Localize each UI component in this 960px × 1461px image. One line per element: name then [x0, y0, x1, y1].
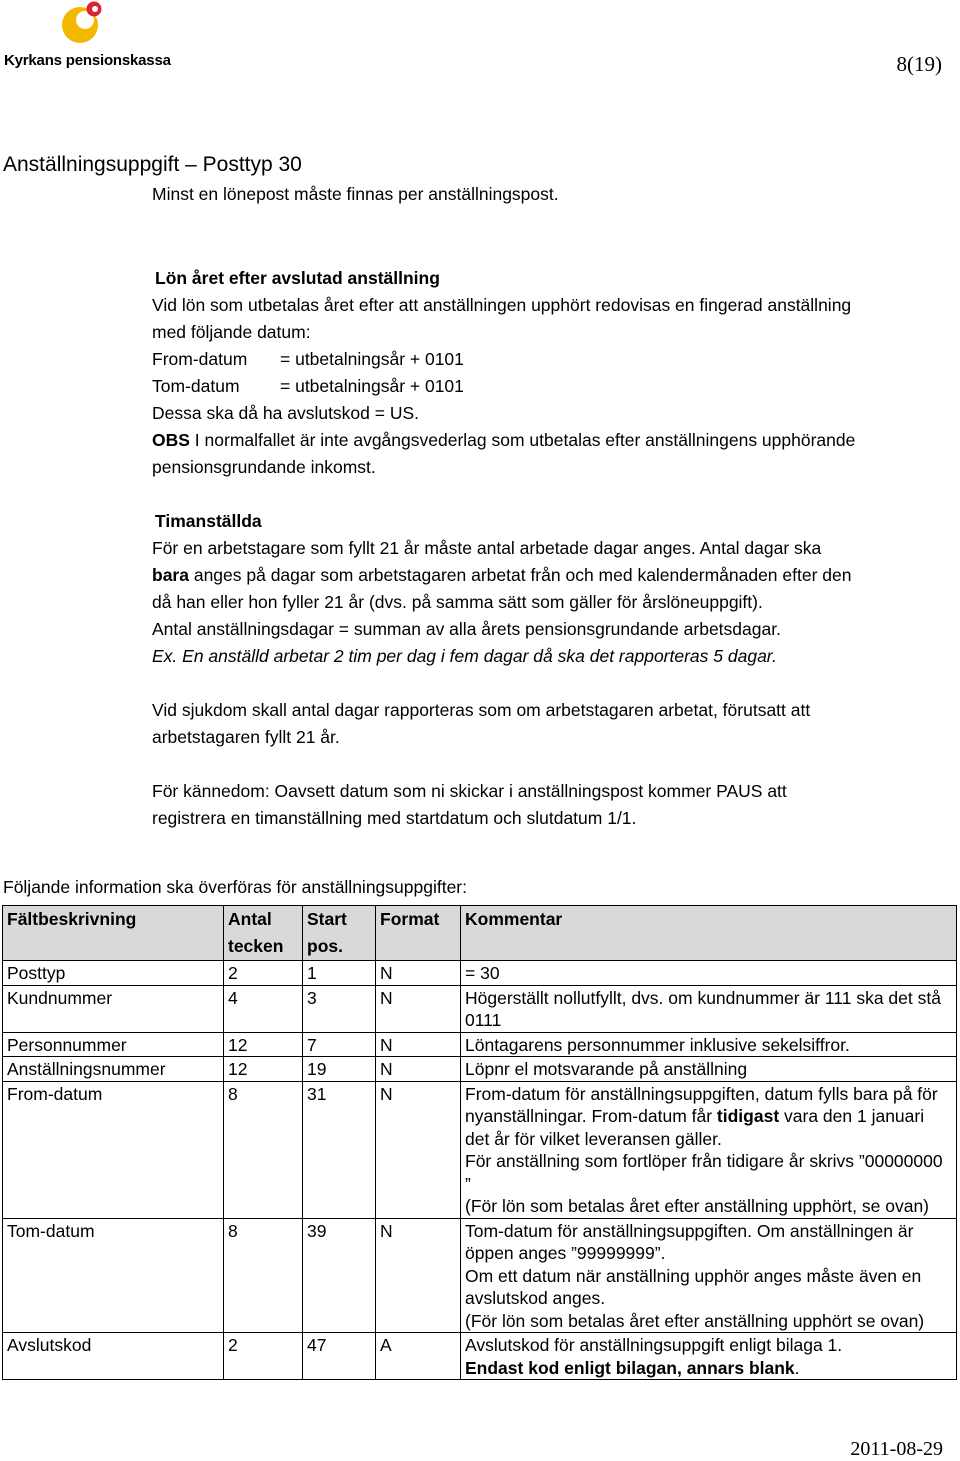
header-antal-tecken: Antal tecken	[224, 906, 303, 961]
tom-datum-row	[152, 373, 952, 400]
from-datum-label: From-datum	[152, 349, 248, 369]
cell-field: Posttyp	[3, 961, 224, 986]
table-intro: Följande information ska överföras för anställningsuppgifter:	[3, 877, 467, 897]
table-row	[3, 1081, 957, 1218]
section-title: Anställningsuppgift – Posttyp 30	[3, 153, 302, 176]
cell-format: N	[376, 1218, 461, 1333]
cell-antal: 8	[224, 1081, 303, 1218]
comment-part: From-datum för anställningsuppgiften, datum fylls bara på för nyanställningar. From-datum får	[465, 1083, 938, 1126]
comment-part: Avslutskod för anställningsuppgift enligt bilaga 1.	[465, 1335, 843, 1355]
table-row	[3, 1333, 957, 1380]
lon-aret-line1: Vid lön som utbetalas året efter att anställningen upphört redovisas en fingerad anställning	[152, 295, 852, 315]
table-header-row	[3, 906, 957, 961]
comment-part: (För lön som betalas året efter anställning upphört se ovan)	[465, 1310, 925, 1331]
obs-text: I normalfallet är inte avgångsvederlag som utbetalas efter anställningens upphörande	[189, 430, 856, 450]
tim-p2-line2: arbetstagaren fyllt 21 år.	[152, 727, 340, 747]
header-start-pos: Start pos.	[303, 906, 376, 961]
comment-part: Tom-datum för anställningsuppgiften. Om anställningen är öppen anges ”99999999”.	[465, 1220, 914, 1263]
cell-format: N	[376, 1081, 461, 1218]
cell-antal: 12	[224, 1032, 303, 1057]
tim-p1-line2	[152, 562, 952, 589]
cell-comment	[461, 1218, 957, 1333]
timanstallda-section	[152, 508, 952, 832]
cell-start: 47	[303, 1333, 376, 1380]
table-row	[3, 961, 957, 986]
lon-aret-section	[152, 265, 952, 481]
obs-label: OBS	[152, 430, 190, 450]
tim-p1-line1: För en arbetstagare som fyllt 21 år måste antal arbetade dagar anges. Antal dagar ska	[152, 538, 822, 558]
cell-field: Tom-datum	[3, 1218, 224, 1333]
cell-start: 7	[303, 1032, 376, 1057]
footer-date: 2011-08-29	[850, 1438, 943, 1460]
cell-start: 19	[303, 1057, 376, 1082]
cell-field: From-datum	[3, 1081, 224, 1218]
table-row	[3, 1032, 957, 1057]
cell-comment: Löpnr el motsvarande på anställning	[461, 1057, 957, 1082]
section-subtitle: Minst en lönepost måste finnas per anställningspost.	[152, 184, 559, 204]
cell-format: A	[376, 1333, 461, 1380]
tom-datum-label: Tom-datum	[152, 376, 240, 396]
page-number: 8(19)	[896, 52, 942, 76]
tom-datum-value: = utbetalningsår + 0101	[280, 376, 464, 396]
cell-comment: = 30	[461, 961, 957, 986]
lon-aret-line2: med följande datum:	[152, 322, 311, 342]
lon-aret-line3: Dessa ska då ha avslutskod = US.	[152, 403, 420, 423]
comment-bold: tidigast	[716, 1106, 780, 1126]
tim-p1-line3: då han eller hon fyller 21 år (dvs. på samma sätt som gäller för årslöneuppgift).	[152, 592, 763, 612]
table-row	[3, 1218, 957, 1333]
cell-field: Anställningsnummer	[3, 1057, 224, 1082]
cell-start: 3	[303, 985, 376, 1032]
header-format: Format	[376, 906, 461, 961]
cell-start: 39	[303, 1218, 376, 1333]
lon-aret-heading: Lön året efter avslutad anställning	[155, 268, 440, 288]
cell-antal: 4	[224, 985, 303, 1032]
comment-part: .	[794, 1357, 800, 1378]
cell-field: Avslutskod	[3, 1333, 224, 1380]
from-datum-value: = utbetalningsår + 0101	[280, 349, 464, 369]
cell-comment	[461, 1081, 957, 1218]
timanstallda-heading: Timanställda	[155, 511, 262, 531]
cell-start: 1	[303, 961, 376, 986]
logo-text: Kyrkans pensionskassa	[4, 52, 171, 69]
cell-antal: 2	[224, 961, 303, 986]
field-spec-table	[2, 905, 957, 1380]
cell-field: Personnummer	[3, 1032, 224, 1057]
comment-part: För anställning som fortlöper från tidigare år skrivs ”00000000 ”	[465, 1151, 943, 1194]
comment-part: Om ett datum när anställning upphör anges måste även en avslutskod anges.	[465, 1265, 922, 1308]
cell-format: N	[376, 961, 461, 986]
table-row	[3, 1057, 957, 1082]
cell-format: N	[376, 985, 461, 1032]
cell-comment: Löntagarens personnummer inklusive sekelsiffror.	[461, 1032, 957, 1057]
obs-line2: pensionsgrundande inkomst.	[152, 457, 376, 477]
tim-p3-line2: registrera en timanställning med startdatum och slutdatum 1/1.	[152, 808, 637, 828]
comment-part: vara den 1 januari det år för vilket leveransen gäller.	[465, 1106, 925, 1149]
obs-line1	[152, 427, 952, 454]
cell-antal: 8	[224, 1218, 303, 1333]
tim-p1-line4: Antal anställningsdagar = summan av alla årets pensionsgrundande arbetsdagar.	[152, 619, 781, 639]
cell-format: N	[376, 1032, 461, 1057]
tim-example: Ex. En anställd arbetar 2 tim per dag i fem dagar då ska det rapporteras 5 dagar.	[152, 646, 777, 666]
cell-antal: 12	[224, 1057, 303, 1082]
cell-comment: Högerställt nollutfyllt, dvs. om kundnummer är 111 ska det stå 0111	[461, 985, 957, 1032]
tim-p2-line1: Vid sjukdom skall antal dagar rapporteras som om arbetstagaren arbetat, förutsatt att	[152, 700, 811, 720]
tim-p3-line1: För kännedom: Oavsett datum som ni skickar i anställningspost kommer PAUS att	[152, 781, 787, 801]
tim-bara: bara	[152, 565, 189, 585]
header-faltbeskrivning: Fältbeskrivning	[3, 906, 224, 961]
header-kommentar: Kommentar	[461, 906, 957, 961]
tim-p1-line2-text: anges på dagar som arbetstagaren arbetat från och med kalendermånaden efter den	[188, 565, 852, 585]
cell-field: Kundnummer	[3, 985, 224, 1032]
comment-bold: Endast kod enligt bilagan, annars blank	[465, 1357, 795, 1378]
cell-format: N	[376, 1057, 461, 1082]
comment-part: (För lön som betalas året efter anställning upphört, se ovan)	[465, 1196, 929, 1216]
table-row	[3, 985, 957, 1032]
cell-start: 31	[303, 1081, 376, 1218]
from-datum-row	[152, 346, 952, 373]
cell-comment	[461, 1333, 957, 1380]
cell-antal: 2	[224, 1333, 303, 1380]
